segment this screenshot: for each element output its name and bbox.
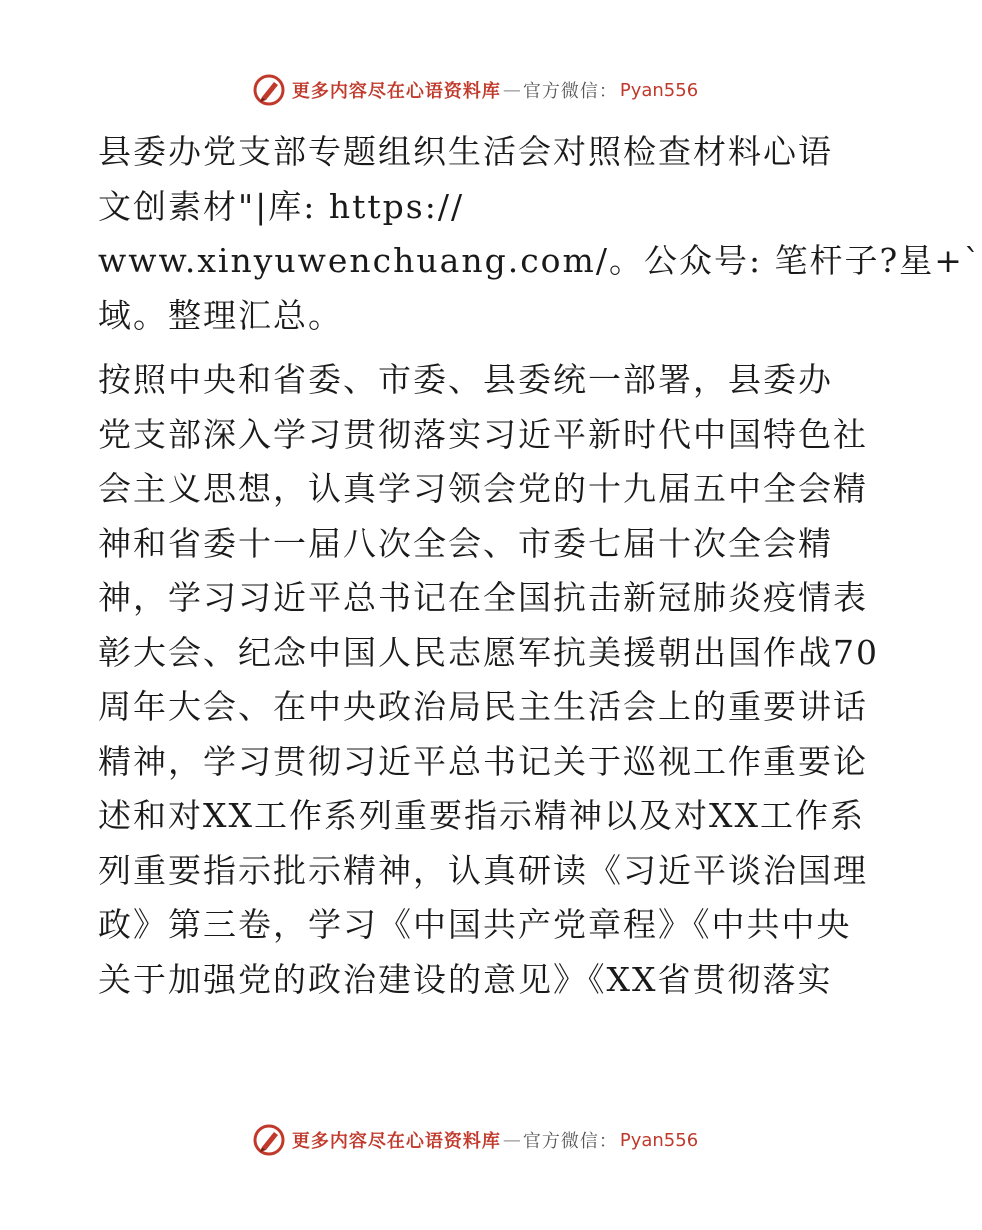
watermark-site: 更多内容尽在心语资料库 <box>291 81 501 102</box>
text-line: 按照中央和省委、市委、县委统一部署，县委办 <box>98 360 833 399</box>
text-line: 神，学习习近平总书记在全国抗击新冠肺炎疫情表 <box>98 578 868 617</box>
watermark-label: 官方微信： <box>522 81 618 102</box>
text-line: 精神，学习贯彻习近平总书记关于巡视工作重要论 <box>98 741 868 781</box>
header-watermark <box>0 70 950 110</box>
paragraph-title <box>98 125 982 343</box>
text-line: 列重要指示批示精神，认真研读《习近平谈治国理 <box>98 850 868 890</box>
watermark-wechat-id: Pyan556 <box>619 1129 699 1151</box>
text-line: 政》第三卷，学习《中国共产党章程》《中共中央 <box>98 905 852 944</box>
pen-logo-icon <box>252 1123 286 1157</box>
text-line: 会主义思想，认真学习领会党的十九届五中全会精 <box>98 469 868 508</box>
watermark-dash: — <box>502 1129 521 1151</box>
watermark-wechat-id: Pyan556 <box>619 79 699 101</box>
footer-watermark <box>0 1120 950 1160</box>
watermark-dash: — <box>502 79 521 101</box>
text-line: 县委办党支部专题组织生活会对照检查材料心语 <box>98 132 833 171</box>
text-line: 党支部深入学习贯彻落实习近平新时代中国特色社 <box>98 414 868 454</box>
watermark-site: 更多内容尽在心语资料库 <box>291 1131 501 1152</box>
text-line: 彰大会、纪念中国人民志愿军抗美援朝出国作战70 <box>98 632 879 672</box>
pen-logo-icon <box>252 73 286 107</box>
paragraph-body <box>98 353 879 1007</box>
text-line: 关于加强党的政治建设的意见》《XX省贯彻落实 <box>98 959 833 999</box>
watermark-label: 官方微信： <box>522 1131 618 1152</box>
text-line: 周年大会、在中央政治局民主生活会上的重要讲话 <box>98 687 868 726</box>
text-line: 述和对XX工作系列重要指示精神以及对XX工作系 <box>98 796 865 835</box>
text-line: 神和省委十一届八次全会、市委七届十次全会精 <box>98 523 833 563</box>
text-line: www.xinyuwenchuang.com/。公众号: 笔杆子?星+` <box>98 241 982 280</box>
document-body <box>98 125 982 1007</box>
text-line: 文创素材"|库: https:// <box>98 186 465 226</box>
text-line: 域。整理汇总。 <box>98 295 343 335</box>
